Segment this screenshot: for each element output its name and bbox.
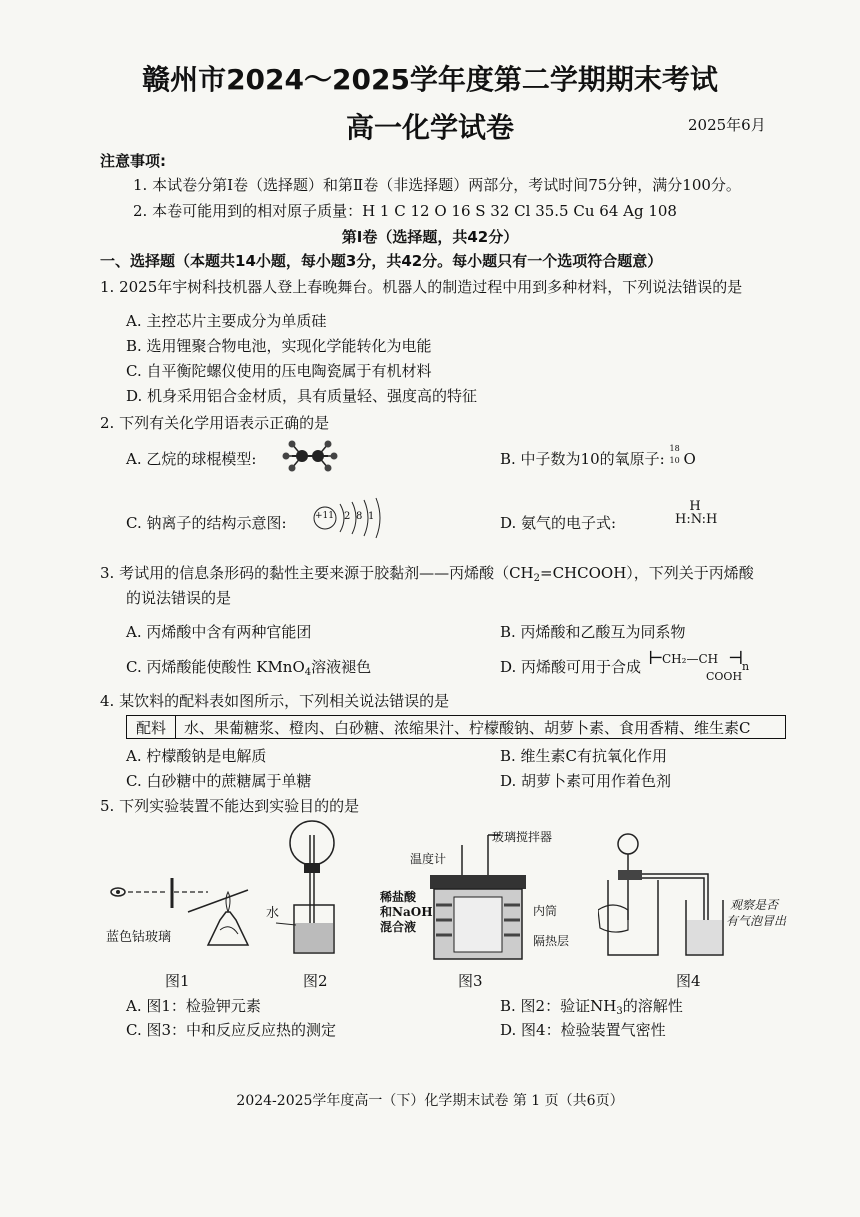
q3-option-c <box>126 656 371 678</box>
ingredients-table <box>126 715 786 739</box>
q3-option-d: D. 丙烯酸可用于合成 <box>500 658 642 676</box>
fig4-label-1: 观察是否 <box>730 898 779 912</box>
q3-stem-line2: 的说法错误的是 <box>126 589 232 607</box>
q3-stem-sub: 2 <box>533 573 541 584</box>
polymer-bracket-left: ⊢ <box>648 648 664 669</box>
mass-number: 18 <box>669 444 680 453</box>
isotope-notation <box>669 444 683 466</box>
figure-2-fountain <box>268 815 358 955</box>
fig4-caption: 图4 <box>676 972 701 990</box>
fig1-label: 蓝色钴玻璃 <box>106 930 172 945</box>
ammonia-main: H:N:H <box>675 512 718 527</box>
q4-stem: 4. 某饮料的配料表如图所示，下列相关说法错误的是 <box>100 692 450 710</box>
section-heading: 一、选择题（本题共14小题，每小题3分，共42分。每小题只有一个选项符合题意） <box>100 252 663 270</box>
figure-3-calorimeter <box>428 825 528 960</box>
q3-stem-line1 <box>100 562 754 584</box>
q3-option-c-b: 溶液褪色 <box>311 658 372 676</box>
fig3-liquid-label-3: 混合液 <box>380 920 417 934</box>
polymer-backbone: CH₂—CH <box>662 652 719 666</box>
figure-4-airtightness <box>598 830 783 960</box>
q5-option-a: A. 图1：检验钾元素 <box>126 997 261 1015</box>
q2-stem: 2. 下列有关化学用语表示正确的是 <box>100 414 330 432</box>
ammonia-electron-formula <box>675 499 718 527</box>
q3-option-c-sub: 4 <box>304 667 312 678</box>
q1-option-d: D. 机身采用铝合金材质，具有质量轻、强度高的特征 <box>126 387 478 405</box>
q1-stem: 1. 2025年宇树科技机器人登上春晚舞台。机器人的制造过程中用到多种材料，下列说法错误的是 <box>100 278 743 296</box>
ingredients-content: 水、果葡糖浆、橙肉、白砂糖、浓缩果汁、柠檬酸钠、胡萝卜素、食用香精、维生素C <box>184 718 751 737</box>
q4-option-a: A. 柠檬酸钠是电解质 <box>126 747 267 765</box>
element-symbol: O <box>683 450 696 468</box>
fig3-liquid-label-1: 稀盐酸 <box>380 890 417 904</box>
polymer-cooh: COOH <box>706 670 743 683</box>
fig2-label: 水 <box>266 906 280 921</box>
notes-heading: 注意事项: <box>100 152 166 170</box>
q5-option-b-b: 的溶解性 <box>622 997 683 1015</box>
ammonia-top-h: H <box>689 499 701 514</box>
exam-title: 赣州市2024～2025学年度第二学期期末考试 <box>142 63 718 96</box>
exam-subtitle: 高一化学试卷 <box>345 111 514 144</box>
fig3-caption: 图3 <box>458 972 483 990</box>
fig3-stirrer-label: 玻璃搅拌器 <box>492 830 553 844</box>
polymer-n: n <box>742 660 750 673</box>
fig3-liquid-label-2: 和NaOH <box>380 905 433 919</box>
q3-option-b: B. 丙烯酸和乙酸互为同系物 <box>500 623 686 641</box>
q2-option-b <box>500 444 696 469</box>
q5-option-b-sub: 3 <box>616 1006 623 1017</box>
q5-option-c: C. 图3：中和反应反应热的测定 <box>126 1021 337 1039</box>
shell-1: 2 <box>344 511 351 522</box>
notes-item-2: 2. 本卷可能用到的相对原子质量：H 1 C 12 O 16 S 32 Cl 35.5 Cu 64 Ag 108 <box>133 202 677 220</box>
sodium-ion-diagram <box>312 496 384 540</box>
exam-date: 2025年6月 <box>688 116 766 134</box>
notes-item-1: 1. 本试卷分第Ⅰ卷（选择题）和第Ⅱ卷（非选择题）两部分，考试时间75分钟，满分100分。 <box>133 176 741 194</box>
fig3-insul-label: 隔热层 <box>533 934 570 948</box>
q1-option-b: B. 选用锂聚合物电池，实现化学能转化为电能 <box>126 337 432 355</box>
fig4-label-2: 有气泡冒出 <box>726 914 787 928</box>
polymer-structure <box>648 648 758 688</box>
atomic-number: 10 <box>669 456 680 465</box>
q3-option-c-a: C. 丙烯酸能使酸性 KMnO <box>126 658 305 676</box>
fig2-caption: 图2 <box>303 972 328 990</box>
q4-option-d: D. 胡萝卜素可用作着色剂 <box>500 772 672 790</box>
polymer-bracket-right: ⊣ <box>728 648 744 669</box>
q3-option-a: A. 丙烯酸中含有两种官能团 <box>126 623 312 641</box>
page-footer: 2024-2025学年度高一（下）化学期末试卷 第 1 页（共6页） <box>236 1093 624 1109</box>
q2-option-a: A. 乙烷的球棍模型: <box>126 450 257 468</box>
fig3-inner-label: 内筒 <box>533 904 558 918</box>
nucleus-charge: +11 <box>315 511 334 521</box>
fig3-thermo-label: 温度计 <box>410 852 447 866</box>
q1-option-a: A. 主控芯片主要成分为单质硅 <box>126 312 327 330</box>
q5-option-b <box>500 995 683 1017</box>
ethane-ball-stick-model <box>282 436 338 476</box>
q3-stem-b: =CHCOOH），下列关于丙烯酸 <box>540 564 754 582</box>
q5-option-d: D. 图4：检验装置气密性 <box>500 1021 666 1039</box>
shell-3: 1 <box>368 511 375 522</box>
shell-2: 8 <box>356 511 363 522</box>
q2-option-d: D. 氨气的电子式: <box>500 514 617 532</box>
q4-option-c: C. 白砂糖中的蔗糖属于单糖 <box>126 772 312 790</box>
q4-option-b: B. 维生素C有抗氧化作用 <box>500 747 668 765</box>
q3-stem-a: 3. 考试用的信息条形码的黏性主要来源于胶黏剂——丙烯酸（CH <box>100 564 534 582</box>
q5-option-b-a: B. 图2：验证NH <box>500 997 617 1015</box>
q2-option-c: C. 钠离子的结构示意图: <box>126 514 287 532</box>
fig1-caption: 图1 <box>165 972 190 990</box>
q2-option-b-text: B. 中子数为10的氧原子: <box>500 450 665 468</box>
q1-option-c: C. 自平衡陀螺仪使用的压电陶瓷属于有机材料 <box>126 362 432 380</box>
part1-heading: 第Ⅰ卷（选择题，共42分） <box>341 228 519 246</box>
q5-stem: 5. 下列实验装置不能达到实验目的的是 <box>100 797 360 815</box>
ingredients-label: 配料 <box>127 716 176 738</box>
